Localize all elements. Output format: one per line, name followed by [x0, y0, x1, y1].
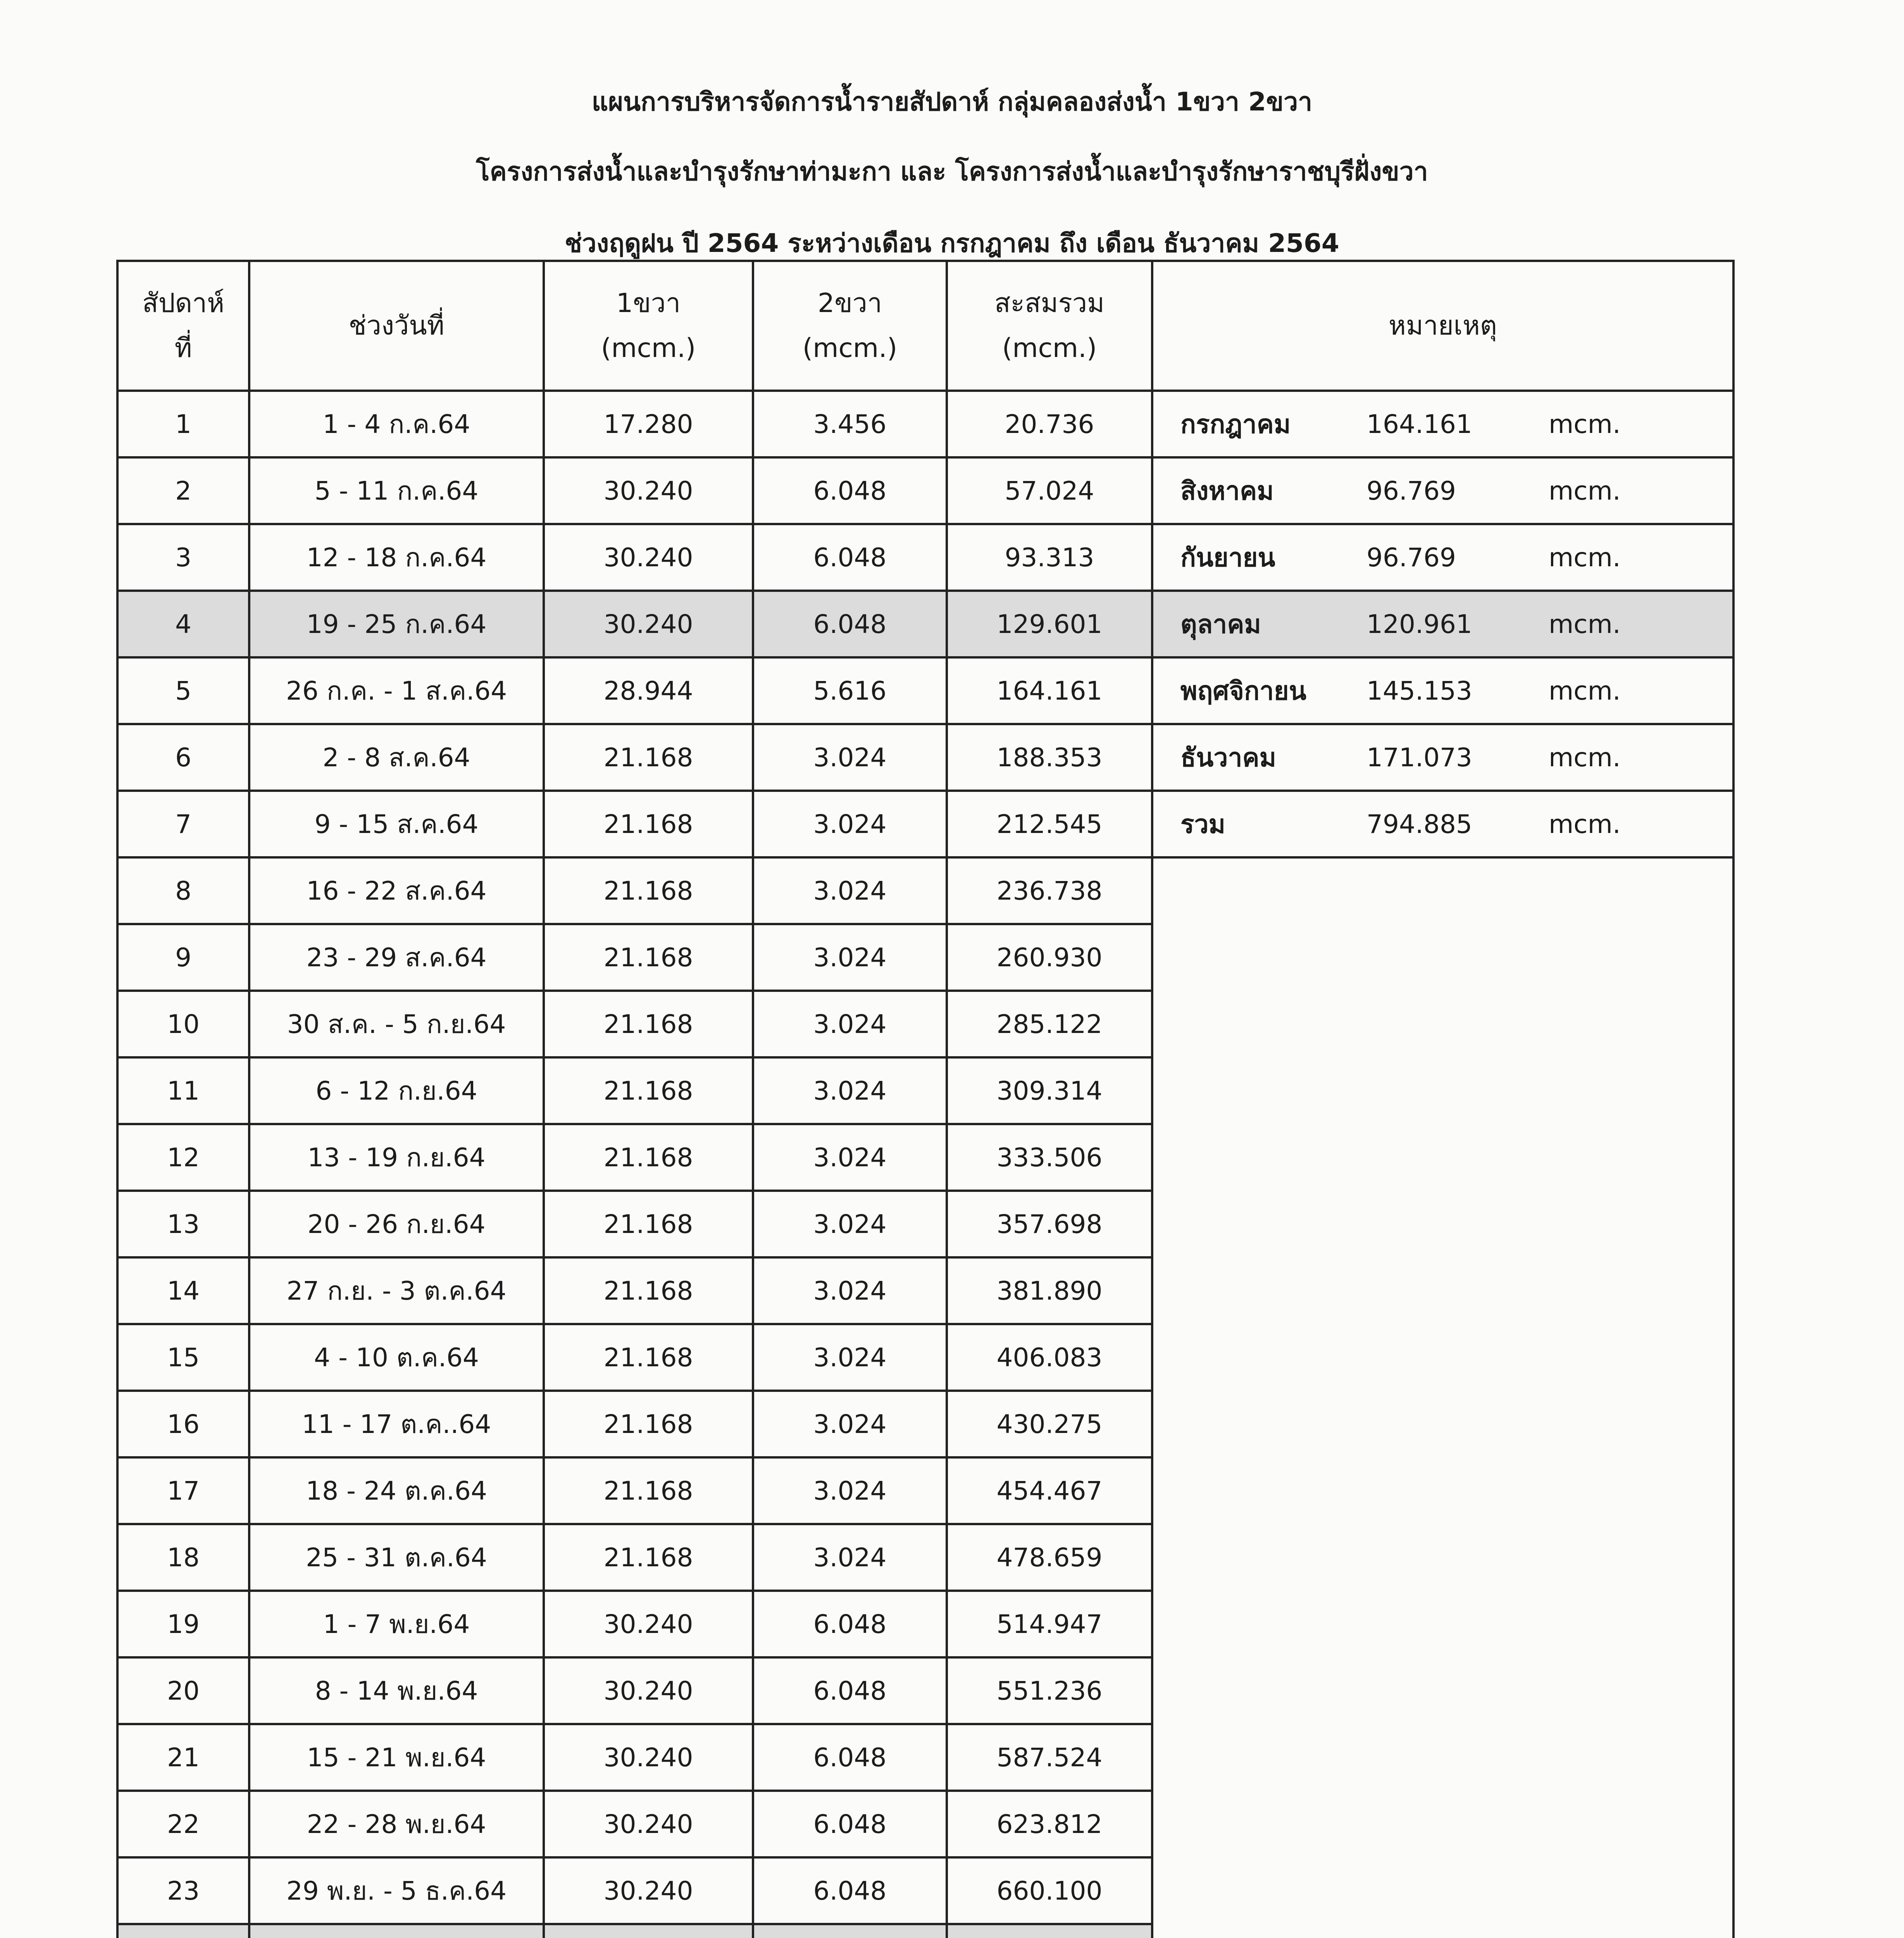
khwa2-cell: 6.048	[753, 1724, 947, 1791]
summary-month: พฤศจิกายน	[1180, 676, 1306, 706]
summary-value: 96.769	[1366, 476, 1456, 506]
cumulative-cell: 381.890	[947, 1257, 1152, 1324]
cumulative-cell: 623.812	[947, 1791, 1152, 1857]
khwa1-cell: 21.168	[544, 1391, 753, 1457]
summary-month: กรกฎาคม	[1180, 409, 1291, 439]
cumulative-cell: 551.236	[947, 1657, 1152, 1724]
week-cell: 11	[117, 1057, 249, 1124]
khwa2-cell: 3.024	[753, 1057, 947, 1124]
week-cell: 12	[117, 1124, 249, 1191]
week-cell: 9	[117, 924, 249, 991]
monthly-summary-cell	[1152, 391, 1733, 457]
week-cell: 13	[117, 1191, 249, 1257]
khwa1-cell: 30.240	[544, 1591, 753, 1657]
cumulative-cell: 478.659	[947, 1524, 1152, 1591]
period-cell: 15 - 21 พ.ย.64	[249, 1724, 544, 1791]
khwa2-cell: 3.024	[753, 857, 947, 924]
khwa2-cell: 6.048	[753, 524, 947, 591]
period-cell: 6 - 12 ก.ย.64	[249, 1057, 544, 1124]
summary-month: กันยายน	[1180, 542, 1275, 572]
week-cell: 22	[117, 1791, 249, 1857]
table-row	[117, 391, 1733, 457]
week-cell: 21	[117, 1724, 249, 1791]
cumulative-cell	[947, 1924, 1152, 1938]
week-cell: 14	[117, 1257, 249, 1324]
period-cell: 4 - 10 ต.ค.64	[249, 1324, 544, 1391]
khwa2-cell: 3.024	[753, 1457, 947, 1524]
monthly-summary-cell	[1152, 791, 1733, 857]
monthly-summary-cell	[1152, 724, 1733, 791]
period-cell: 12 - 18 ก.ค.64	[249, 524, 544, 591]
week-cell: 18	[117, 1524, 249, 1591]
summary-month: ตุลาคม	[1180, 609, 1261, 639]
summary-unit: mcm.	[1549, 542, 1621, 572]
khwa1-cell: 21.168	[544, 1124, 753, 1191]
week-cell: 17	[117, 1457, 249, 1524]
cumulative-cell: 587.524	[947, 1724, 1152, 1791]
summary-unit: mcm.	[1549, 609, 1621, 639]
period-cell: 26 ก.ค. - 1 ส.ค.64	[249, 657, 544, 724]
summary-value: 171.073	[1366, 742, 1472, 772]
period-cell: 16 - 22 ส.ค.64	[249, 857, 544, 924]
period-cell: 27 ก.ย. - 3 ต.ค.64	[249, 1257, 544, 1324]
khwa2-cell	[753, 1924, 947, 1938]
khwa2-cell: 6.048	[753, 1857, 947, 1924]
table-row	[117, 724, 1733, 791]
period-cell	[249, 1924, 544, 1938]
table-row	[117, 791, 1733, 857]
table-row	[117, 524, 1733, 591]
khwa1-cell: 28.944	[544, 657, 753, 724]
khwa1-cell: 21.168	[544, 1191, 753, 1257]
period-cell: 22 - 28 พ.ย.64	[249, 1791, 544, 1857]
week-cell	[117, 1924, 249, 1938]
summary-value: 96.769	[1366, 542, 1456, 572]
cumulative-cell: 430.275	[947, 1391, 1152, 1457]
summary-month: สิงหาคม	[1180, 476, 1274, 506]
document-title: แผนการบริหารจัดการน้ำรายสัปดาห์ กลุ่มคลองส่งน้ำ 1ขวา 2ขวา	[591, 87, 1313, 117]
monthly-summary-cell	[1152, 657, 1733, 724]
week-cell: 1	[117, 391, 249, 457]
period-cell: 11 - 17 ต.ค..64	[249, 1391, 544, 1457]
cumulative-cell: 333.506	[947, 1124, 1152, 1191]
col-header-cumulative: สะสมรวม (mcm.)	[947, 261, 1152, 391]
summary-value: 145.153	[1366, 676, 1472, 706]
khwa1-cell: 21.168	[544, 1324, 753, 1391]
week-cell: 7	[117, 791, 249, 857]
khwa1-cell: 30.240	[544, 524, 753, 591]
khwa2-cell: 3.024	[753, 1324, 947, 1391]
cumulative-cell: 20.736	[947, 391, 1152, 457]
khwa2-cell: 3.024	[753, 1124, 947, 1191]
summary-unit: mcm.	[1549, 409, 1621, 439]
table-header-row	[117, 261, 1733, 391]
period-cell: 1 - 7 พ.ย.64	[249, 1591, 544, 1657]
period-cell: 25 - 31 ต.ค.64	[249, 1524, 544, 1591]
khwa1-cell: 21.168	[544, 1524, 753, 1591]
summary-value: 794.885	[1366, 809, 1472, 839]
period-cell: 8 - 14 พ.ย.64	[249, 1657, 544, 1724]
period-cell: 20 - 26 ก.ย.64	[249, 1191, 544, 1257]
col-header-week: สัปดาห์ ที่	[117, 261, 249, 391]
cumulative-cell: 357.698	[947, 1191, 1152, 1257]
cumulative-cell: 309.314	[947, 1057, 1152, 1124]
khwa2-cell: 3.024	[753, 1257, 947, 1324]
week-cell: 19	[117, 1591, 249, 1657]
summary-unit: mcm.	[1549, 676, 1621, 706]
khwa2-cell: 3.024	[753, 1191, 947, 1257]
cumulative-cell: 93.313	[947, 524, 1152, 591]
cumulative-cell: 454.467	[947, 1457, 1152, 1524]
week-cell: 16	[117, 1391, 249, 1457]
khwa2-cell: 6.048	[753, 591, 947, 657]
summary-month: ธันวาคม	[1180, 742, 1277, 772]
monthly-summary-cell	[1152, 457, 1733, 524]
cumulative-cell: 514.947	[947, 1591, 1152, 1657]
summary-unit: mcm.	[1549, 809, 1621, 839]
cumulative-cell: 188.353	[947, 724, 1152, 791]
cumulative-cell: 236.738	[947, 857, 1152, 924]
table-row	[117, 457, 1733, 524]
period-cell: 5 - 11 ก.ค.64	[249, 457, 544, 524]
khwa1-cell: 21.168	[544, 791, 753, 857]
khwa1-cell: 30.240	[544, 1857, 753, 1924]
khwa1-cell: 17.280	[544, 391, 753, 457]
table-row	[117, 591, 1733, 657]
khwa1-cell: 30.240	[544, 1657, 753, 1724]
water-plan-table	[116, 260, 1735, 1938]
col-header-period: ช่วงวันที่	[249, 261, 544, 391]
period-cell: 29 พ.ย. - 5 ธ.ค.64	[249, 1857, 544, 1924]
monthly-summary-cell	[1152, 591, 1733, 657]
cumulative-cell: 285.122	[947, 991, 1152, 1057]
khwa1-cell	[544, 1924, 753, 1938]
khwa2-cell: 3.024	[753, 924, 947, 991]
khwa2-cell: 6.048	[753, 1591, 947, 1657]
period-cell: 2 - 8 ส.ค.64	[249, 724, 544, 791]
cumulative-cell: 406.083	[947, 1324, 1152, 1391]
summary-unit: mcm.	[1549, 742, 1621, 772]
monthly-summary-cell	[1152, 524, 1733, 591]
khwa1-cell: 21.168	[544, 1057, 753, 1124]
khwa2-cell: 5.616	[753, 657, 947, 724]
table-row	[117, 857, 1733, 924]
khwa1-cell: 30.240	[544, 457, 753, 524]
cumulative-cell: 164.161	[947, 657, 1152, 724]
khwa2-cell: 3.024	[753, 1391, 947, 1457]
col-header-1khwa: 1ขวา (mcm.)	[544, 261, 753, 391]
khwa1-cell: 21.168	[544, 924, 753, 991]
week-cell: 23	[117, 1857, 249, 1924]
week-cell: 10	[117, 991, 249, 1057]
khwa1-cell: 21.168	[544, 1457, 753, 1524]
khwa2-cell: 6.048	[753, 1657, 947, 1724]
cumulative-cell: 212.545	[947, 791, 1152, 857]
week-cell: 6	[117, 724, 249, 791]
week-cell: 20	[117, 1657, 249, 1724]
period-cell: 13 - 19 ก.ย.64	[249, 1124, 544, 1191]
khwa2-cell: 3.024	[753, 791, 947, 857]
cumulative-cell: 660.100	[947, 1857, 1152, 1924]
khwa1-cell: 30.240	[544, 1791, 753, 1857]
khwa1-cell: 30.240	[544, 1724, 753, 1791]
khwa2-cell: 6.048	[753, 1791, 947, 1857]
khwa1-cell: 21.168	[544, 1257, 753, 1324]
khwa1-cell: 21.168	[544, 991, 753, 1057]
table-row	[117, 657, 1733, 724]
week-cell: 5	[117, 657, 249, 724]
week-cell: 15	[117, 1324, 249, 1391]
cumulative-cell: 57.024	[947, 457, 1152, 524]
khwa2-cell: 3.456	[753, 391, 947, 457]
period-cell: 18 - 24 ต.ค.64	[249, 1457, 544, 1524]
khwa1-cell: 21.168	[544, 857, 753, 924]
document-subtitle-projects: โครงการส่งน้ำและบำรุงรักษาท่ามะกา และ โครงการส่งน้ำและบำรุงรักษาราชบุรีฝั่งขวา	[476, 157, 1428, 186]
week-cell: 2	[117, 457, 249, 524]
cumulative-cell: 129.601	[947, 591, 1152, 657]
period-cell: 23 - 29 ส.ค.64	[249, 924, 544, 991]
khwa2-cell: 3.024	[753, 991, 947, 1057]
period-cell: 19 - 25 ก.ค.64	[249, 591, 544, 657]
period-cell: 9 - 15 ส.ค.64	[249, 791, 544, 857]
summary-month: รวม	[1180, 809, 1226, 839]
summary-value: 120.961	[1366, 609, 1472, 639]
week-cell: 8	[117, 857, 249, 924]
summary-value: 164.161	[1366, 409, 1472, 439]
col-header-remark: หมายเหตุ	[1152, 261, 1733, 391]
khwa2-cell: 3.024	[753, 1524, 947, 1591]
week-cell: 3	[117, 524, 249, 591]
col-header-2khwa: 2ขวา (mcm.)	[753, 261, 947, 391]
khwa1-cell: 30.240	[544, 591, 753, 657]
period-cell: 1 - 4 ก.ค.64	[249, 391, 544, 457]
document-subtitle-period: ช่วงฤดูฝน ปี 2564 ระหว่างเดือน กรกฎาคม ถึง เดือน ธันวาคม 2564	[565, 228, 1339, 258]
cumulative-cell: 260.930	[947, 924, 1152, 991]
khwa1-cell: 21.168	[544, 724, 753, 791]
period-cell: 30 ส.ค. - 5 ก.ย.64	[249, 991, 544, 1057]
week-cell: 4	[117, 591, 249, 657]
khwa2-cell: 6.048	[753, 457, 947, 524]
summary-unit: mcm.	[1549, 476, 1621, 506]
khwa2-cell: 3.024	[753, 724, 947, 791]
remark-blank-area	[1152, 857, 1733, 1938]
